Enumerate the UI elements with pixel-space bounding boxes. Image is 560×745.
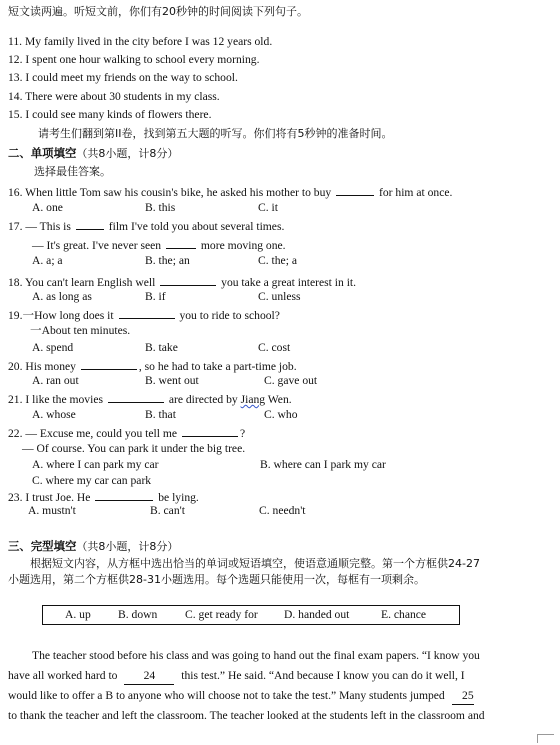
q22-line2: — Of course. You can park it under the big tree. (22, 442, 246, 455)
passage-line-4: to thank the teacher and left the classroom. The teacher looked at the students left in the classroom and (8, 709, 485, 722)
question-17 (8, 217, 284, 235)
blank-24[interactable]: 24 (124, 668, 174, 685)
answer-blank[interactable] (76, 217, 104, 230)
q21-name-underlined: Jiang (240, 393, 266, 406)
q21-option-c[interactable]: C. who (264, 408, 298, 421)
section2-heading (8, 145, 178, 162)
passage-line-2-start: have all worked hard to (8, 669, 118, 682)
answer-blank[interactable] (336, 183, 374, 196)
section2-instruction: 选择最佳答案。 (34, 165, 111, 178)
q22-option-a[interactable]: A. where I can park my car (32, 458, 159, 471)
q17-line2-start: — It's great. I've never seen (32, 239, 162, 252)
passage-line-3 (8, 688, 478, 705)
section3-heading (8, 538, 178, 555)
q17-options (8, 253, 548, 269)
q17-option-c[interactable]: C. the; a (258, 254, 297, 267)
answer-blank[interactable] (119, 306, 175, 319)
q23-option-a[interactable]: A. mustn't (28, 504, 76, 517)
answer-blank[interactable] (160, 273, 216, 286)
listening-outro: 请考生们翻到第II卷，找到第五大题的听写。你们将有5秒钟的准备时间。 (38, 127, 393, 140)
answer-blank[interactable] (108, 390, 164, 403)
q19-options (8, 340, 548, 356)
q20-tail: , so he had to take a part-time job. (138, 360, 297, 373)
q16-stem: 16. When little Tom saw his cousin's bike, he asked his mother to buy (8, 186, 332, 199)
q19-option-b[interactable]: B. take (145, 341, 178, 354)
word-option-b[interactable]: B. down (118, 608, 158, 621)
q21-option-b[interactable]: B. that (145, 408, 176, 421)
question-16 (8, 183, 452, 201)
word-option-c[interactable]: C. get ready for (185, 608, 258, 621)
q16-tail: for him at once. (379, 186, 453, 199)
q20-option-b[interactable]: B. went out (145, 374, 199, 387)
listening-sentence-14: 14. There were about 30 students in my class. (8, 90, 220, 103)
q19-option-c[interactable]: C. cost (258, 341, 291, 354)
listening-intro: 短文读两遍。听短文前，你们有20秒钟的时间阅读下列句子。 (8, 5, 308, 18)
passage-line-2 (8, 668, 465, 685)
page-corner-mark (537, 734, 554, 743)
q22-options-row1 (8, 457, 548, 473)
q21-name-end: Wen. (267, 393, 292, 406)
answer-blank[interactable] (182, 424, 238, 437)
section3-note: （共8小题，计8分） (76, 540, 179, 553)
listening-sentence-13: 13. I could meet my friends on the way to school. (8, 71, 238, 84)
q20-option-c[interactable]: C. gave out (264, 374, 318, 387)
q16-option-b[interactable]: B. this (145, 201, 176, 214)
listening-sentence-12: 12. I spent one hour walking to school every morning. (8, 53, 260, 66)
q17-tail: film I've told you about several times. (108, 220, 285, 233)
section2-title: 二、单项填空 (8, 146, 77, 160)
passage-line-3-start: would like to offer a B to anyone who will choose not to take the test.” Many students jumped (8, 689, 445, 702)
listening-sentence-11: 11. My family lived in the city before I was 12 years old. (8, 35, 273, 48)
word-option-a[interactable]: A. up (65, 608, 91, 621)
q21-stem: 21. I like the movies (8, 393, 103, 406)
q18-tail: you take a great interest in it. (221, 276, 357, 289)
q21-options (8, 407, 548, 423)
q23-stem: 23. I trust Joe. He (8, 491, 91, 504)
q23-option-c[interactable]: C. needn't (259, 504, 306, 517)
word-option-e[interactable]: E. chance (381, 608, 427, 621)
q17-option-a[interactable]: A. a; a (32, 254, 63, 267)
q18-stem: 18. You can't learn English well (8, 276, 156, 289)
section3-instruction-2: 小题选用，第二个方框供28-31小题选用。每个选题只能使用一次，每框有一项剩余。 (8, 573, 425, 586)
q18-option-c[interactable]: C. unless (258, 290, 301, 303)
answer-blank[interactable] (81, 357, 137, 370)
passage-line-2-end: this test.” He said. “And because I know you can do it well, I (181, 669, 465, 682)
word-option-box (42, 605, 460, 625)
word-option-d[interactable]: D. handed out (284, 608, 350, 621)
q21-option-a[interactable]: A. whose (32, 408, 76, 421)
q18-option-a[interactable]: A. as long as (32, 290, 92, 303)
question-21 (8, 390, 292, 408)
question-19 (8, 306, 280, 324)
q19-option-a[interactable]: A. spend (32, 341, 74, 354)
q23-tail: be lying. (158, 491, 199, 504)
q21-tail: are directed by (168, 393, 238, 406)
q16-option-a[interactable]: A. one (32, 201, 63, 214)
q20-options (8, 373, 548, 389)
q18-options (8, 289, 548, 305)
q18-option-b[interactable]: B. if (145, 290, 166, 303)
q17-stem: 17. — This is (8, 220, 71, 233)
passage-line-1: The teacher stood before his class and was going to hand out the final exam papers. “I know you (32, 649, 480, 662)
section3-title: 三、完型填空 (8, 539, 77, 553)
q22-option-c[interactable]: C. where my car can park (32, 474, 152, 487)
listening-sentence-15: 15. I could see many kinds of flowers there. (8, 108, 212, 121)
q22-tail: ? (239, 427, 246, 440)
q22-stem: 22. — Excuse me, could you tell me (8, 427, 178, 440)
q17-line2 (32, 236, 286, 254)
q16-option-c[interactable]: C. it (258, 201, 278, 214)
q19-tail: you to ride to school? (179, 309, 280, 322)
q23-options (8, 503, 548, 519)
q22-option-b[interactable]: B. where can I park my car (260, 458, 386, 471)
section2-note: （共8小题，计8分） (76, 147, 179, 160)
answer-blank[interactable] (95, 488, 153, 501)
q19-line2: 一About ten minutes. (30, 324, 131, 337)
section3-instruction-1: 根据短文内容，从方框中选出恰当的单词或短语填空，使语意通顺完整。第一个方框供24-27 (30, 557, 480, 570)
question-22 (8, 424, 245, 442)
q23-option-b[interactable]: B. can't (150, 504, 185, 517)
q20-stem: 20. His money (8, 360, 76, 373)
q16-options (8, 200, 548, 216)
blank-25[interactable]: 25 (452, 688, 474, 705)
q19-stem: 19.一How long does it (8, 309, 114, 322)
answer-blank[interactable] (166, 236, 196, 249)
q20-option-a[interactable]: A. ran out (32, 374, 79, 387)
q17-line2-end: more moving one. (200, 239, 286, 252)
q17-option-b[interactable]: B. the; an (145, 254, 190, 267)
